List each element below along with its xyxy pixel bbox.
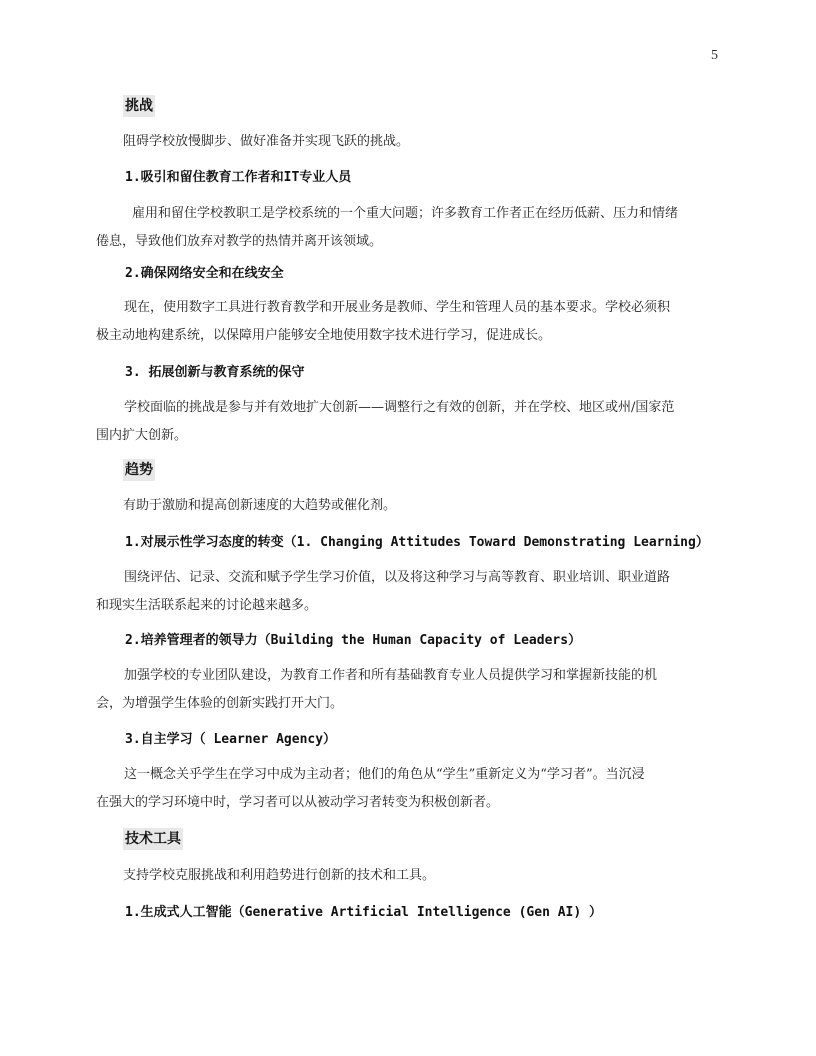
page-number: 5 [711,48,718,63]
intro-line: 支持学校克服挑战和利用趋势进行创新的技术和工具。 [123,868,436,883]
sub-heading-trend-2: 2.培养管理者的领导力（Building the Human Capacity of Leaders） [125,633,582,648]
paragraph-challenge-1 [96,200,716,256]
paragraph-challenge-3 [96,394,716,450]
paragraph-line: 围内扩大创新。 [96,428,188,443]
section-intro-trends [123,492,743,520]
sub-heading-tool-1: 1.生成式人工智能（Generative Artificial Intelligence (Gen AI) ） [125,905,603,920]
section-heading-trends: 趋势 [123,459,155,481]
paragraph-line: 倦息，导致他们放弃对教学的热情并离开该领域。 [96,234,383,249]
section-heading-challenges: 挑战 [123,95,155,117]
sub-heading-challenge-3: 3. 拓展创新与教育系统的保守 [125,365,305,380]
sub-heading-challenge-1: 1.吸引和留住教育工作者和IT专业人员 [125,170,352,185]
paragraph-line: 现在，使用数字工具进行教育教学和开展业务是教师、学生和管理人员的基本要求。学校必须积 [124,300,671,315]
intro-line: 有助于激励和提高创新速度的大趋势或催化剂。 [123,498,397,513]
paragraph-line: 围绕评估、记录、交流和赋予学生学习价值，以及将这种学习与高等教育、职业培训、职业道路 [124,570,671,585]
paragraph-line: 这一概念关乎学生在学习中成为主动者；他们的角色从“学生”重新定义为“学习者”。当沉浸 [124,767,645,782]
paragraph-trend-1 [96,564,716,620]
paragraph-line: 极主动地构建系统，以保障用户能够安全地使用数字技术进行学习，促进成长。 [96,328,552,343]
paragraph-trend-2 [96,662,716,718]
paragraph-line: 和现实生活联系起来的讨论越来越多。 [96,598,318,613]
paragraph-challenge-2 [96,294,716,350]
sub-heading-challenge-2: 2.确保网络安全和在线安全 [125,266,284,281]
section-intro-tools [123,862,743,890]
paragraph-line: 在强大的学习环境中时，学习者可以从被动学习者转变为积极创新者。 [96,795,500,810]
paragraph-trend-3 [96,761,716,817]
section-heading-tools: 技术工具 [123,828,183,850]
section-intro-challenges [123,128,743,156]
sub-heading-trend-1: 1.对展示性学习态度的转变（1. Changing Attitudes Toward Demonstrating Learning） [125,535,709,550]
paragraph-line: 加强学校的专业团队建设，为教育工作者和所有基础教育专业人员提供学习和掌握新技能的机 [124,668,658,683]
sub-heading-trend-3: 3.自主学习（ Learner Agency） [125,732,337,747]
paragraph-line: 雇用和留住学校教职工是学校系统的一个重大问题；许多教育工作者正在经历低薪、压力和情绪 [132,206,679,221]
paragraph-line: 会，为增强学生体验的创新实践打开大门。 [96,696,344,711]
paragraph-line: 学校面临的挑战是参与并有效地扩大创新——调整行之有效的创新，并在学校、地区或州/国家范 [124,400,675,415]
intro-line: 阻碍学校放慢脚步、做好准备并实现飞跃的挑战。 [123,134,410,149]
